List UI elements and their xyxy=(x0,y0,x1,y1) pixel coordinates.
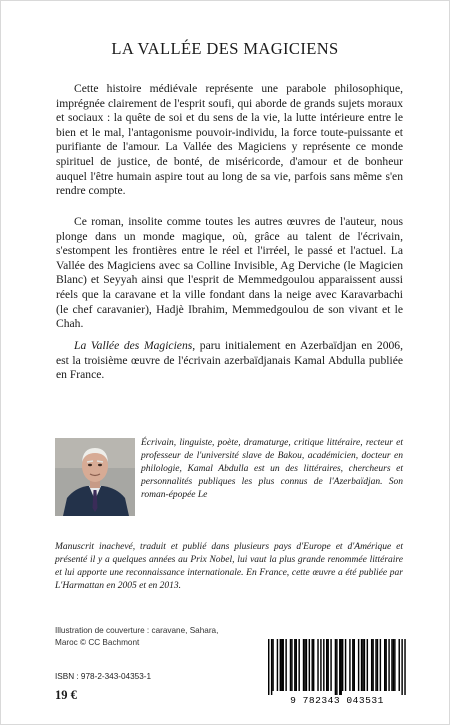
barcode-bar xyxy=(330,639,331,691)
barcode-bar xyxy=(393,639,394,691)
barcode-bar xyxy=(349,639,350,691)
barcode-bar xyxy=(384,639,385,691)
barcode-bar xyxy=(385,639,386,691)
barcode-bar xyxy=(375,639,376,691)
barcode-bar xyxy=(320,639,321,691)
barcode-bar xyxy=(364,639,365,691)
barcode-bar xyxy=(367,639,368,691)
barcode-bar xyxy=(313,639,314,691)
author-biography: Écrivain, linguiste, poète, dramaturge, critique littéraire, recteur et professeur de l'université slave de Bakou, académicien, docteur en philologie, Kamal Abdulla est un des littéraires, chercheurs et personnalités publiques les plus connus de l'Azerbaïdjan. Son roman-épopée Le xyxy=(141,438,403,501)
barcode-bar xyxy=(391,639,392,691)
author-portrait-illustration xyxy=(55,438,135,516)
barcode-bar xyxy=(380,639,381,691)
barcode-bar xyxy=(404,639,405,695)
summary-paragraph-2: Ce roman, insolite comme toutes les autres œuvres de l'auteur, nous plonge dans un monde magique, où, grâce au talent de l'écrivain, s'estompent les frontières entre le réel et l'irréel, le passé et l'actuel. La Vallée des Magiciens avec sa Colline Invisible, Ag Derviche (le Magicien Blanc) et Seyyah ainsi que l'esprit de Memmedgoulou apparaissent aussi réels que la caravane et la ville fondant dans la neige avec Karavarbachi (le chef caravanier), Hadjè Ibrahim, Memmedgoulou de son vivant et le Chah. xyxy=(56,215,403,331)
barcode-bar xyxy=(362,639,363,691)
barcode-bar xyxy=(290,639,291,691)
isbn-barcode xyxy=(266,639,408,708)
author-biography-continued: Manuscrit inachevé, traduit et publié dans plusieurs pays d'Europe et d'Amérique et présenté il y a quelques années au Prix Nobel, lui vaut la plus grande renommée littéraire et lui apporte une reconnaissance internationale. En France, cette œuvre a été publiée par L'Harmattan en 2005 et en 2013. xyxy=(55,542,403,592)
barcode-bar xyxy=(309,639,310,691)
barcode-bar xyxy=(294,639,295,691)
barcode-bar xyxy=(342,639,343,691)
barcode-bar xyxy=(327,639,328,691)
book-price: 19 € xyxy=(55,688,77,702)
barcode-bar xyxy=(354,639,355,691)
barcode-bar xyxy=(323,639,324,691)
barcode-bar xyxy=(317,639,318,691)
barcode-bar xyxy=(401,639,402,695)
barcode-bar xyxy=(358,639,359,691)
barcode-bars xyxy=(266,639,408,695)
barcode-bar xyxy=(277,639,278,691)
book-title-italic: La Vallée des Magiciens xyxy=(74,339,193,352)
barcode-bar xyxy=(285,639,286,691)
barcode-bar xyxy=(281,639,282,691)
cover-illustration-credit: Illustration de couverture : caravane, Sahara, Maroc © CC Bachmont xyxy=(55,626,219,647)
barcode-bar xyxy=(298,639,299,691)
barcode-bar xyxy=(272,639,273,691)
barcode-bar xyxy=(345,639,346,691)
barcode-bar xyxy=(296,639,297,691)
barcode-bar xyxy=(268,639,269,695)
publication-note: , paru initialement en Azerbaïdjan en 2006, est la troisième œuvre de l'écrivain azerbaïdjanais Kamal Abdulla publiée en France. xyxy=(56,339,403,382)
barcode-bar xyxy=(303,639,304,691)
barcode-bar xyxy=(326,639,327,691)
barcode-bar xyxy=(361,639,362,691)
barcode-bar xyxy=(388,639,389,691)
barcode-bar xyxy=(306,639,307,691)
barcode-bar xyxy=(394,639,395,691)
book-title: LA VALLÉE DES MAGICIENS xyxy=(111,39,339,58)
author-photo xyxy=(55,438,135,516)
barcode-bar xyxy=(399,639,400,691)
isbn-number: ISBN : 978-2-343-04353-1 xyxy=(55,672,152,681)
barcode-bar xyxy=(271,639,272,695)
barcode-bar xyxy=(280,639,281,691)
summary-paragraph-1: Cette histoire médiévale représente une parabole philosophique, imprégnée clairement de l'esprit soufi, qui aborde de grands sujets moraux et sociaux : la quête de soi et du sens de la vie, la lutte intérieure entre le bien et le mal, l'antagonisme pouvoir-individu, la force toute-puissante et purifiante de l'amour. La Vallée des Magiciens y représente ce monde spirituel de justice, de bonté, de miséricorde, d'amour et de bonheur auquel l'être humain aspire tout au long de sa vie, parfois sans même s'en rendre compte. xyxy=(56,82,403,198)
barcode-bar xyxy=(312,639,313,691)
barcode-bar xyxy=(377,639,378,691)
barcode-bar xyxy=(304,639,305,691)
barcode-digits: 9 782343 043531 xyxy=(290,695,384,706)
barcode-bar xyxy=(291,639,292,691)
barcode-bar xyxy=(352,639,353,691)
barcode-bar xyxy=(371,639,372,691)
barcode-bar xyxy=(335,639,336,695)
summary-paragraph-3 xyxy=(56,339,403,383)
barcode-bar xyxy=(283,639,284,691)
barcode-bar xyxy=(336,639,337,695)
barcode-bar xyxy=(339,639,340,695)
barcode-bar xyxy=(341,639,342,695)
barcode-bar xyxy=(372,639,373,691)
